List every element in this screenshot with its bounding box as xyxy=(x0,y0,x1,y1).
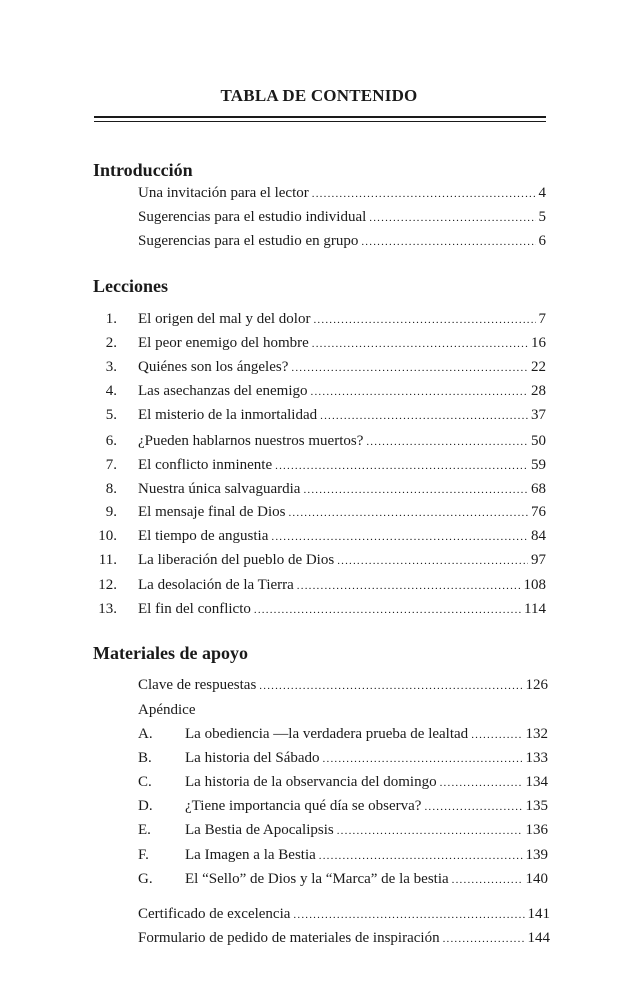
entry-page: 135 xyxy=(525,798,548,814)
entry-title: La Bestia de Apocalipsis xyxy=(185,822,334,838)
entry-number: 3. xyxy=(105,359,117,375)
entry-page: 37 xyxy=(531,407,546,423)
toc-entry[interactable] xyxy=(105,334,546,353)
toc-entry[interactable] xyxy=(105,358,546,377)
entry-title: Nuestra única salvaguardia xyxy=(138,481,301,497)
leader-dots xyxy=(471,726,522,744)
section-heading-support: Materiales de apoyo xyxy=(93,643,248,663)
section-heading-intro: Introducción xyxy=(93,160,193,180)
entry-page: 140 xyxy=(525,871,548,887)
appendix-letter: E. xyxy=(138,822,151,838)
entry-page: 126 xyxy=(525,677,548,693)
appendix-entry[interactable] xyxy=(138,821,548,840)
leader-dots xyxy=(337,552,528,570)
entry-page: 144 xyxy=(527,930,550,946)
page-title: TABLA DE CONTENIDO xyxy=(220,86,418,105)
entry-title: La historia del Sábado xyxy=(185,750,320,766)
entry-title: El fin del conflicto xyxy=(138,601,251,617)
entry-title: El mensaje final de Dios xyxy=(138,504,286,520)
leader-dots xyxy=(452,871,523,889)
entry-title: Quiénes son los ángeles? xyxy=(138,359,289,375)
appendix-entry[interactable] xyxy=(138,749,548,768)
leader-dots xyxy=(323,750,523,768)
entry-page: 84 xyxy=(531,528,546,544)
leader-dots xyxy=(319,847,523,865)
appendix-letter: A. xyxy=(138,726,153,742)
entry-page: 6 xyxy=(538,233,546,249)
entry-title: La Imagen a la Bestia xyxy=(185,847,316,863)
appendix-letter: C. xyxy=(138,774,152,790)
toc-entry[interactable] xyxy=(105,480,546,499)
toc-entry[interactable] xyxy=(105,432,546,451)
title-rule-thick xyxy=(94,116,546,118)
entry-number: 12. xyxy=(98,577,117,593)
entry-page: 22 xyxy=(531,359,546,375)
toc-entry[interactable] xyxy=(138,184,546,203)
leader-dots xyxy=(369,209,535,227)
entry-page: 68 xyxy=(531,481,546,497)
entry-title: Certificado de excelencia xyxy=(138,906,291,922)
entry-number: 6. xyxy=(105,433,117,449)
toc-entry[interactable] xyxy=(138,905,550,924)
entry-page: 133 xyxy=(525,750,548,766)
entry-page: 5 xyxy=(538,209,546,225)
entry-page: 4 xyxy=(538,185,546,201)
entry-number: 7. xyxy=(105,457,117,473)
leader-dots xyxy=(297,577,521,595)
appendix-entry[interactable] xyxy=(138,846,548,865)
appendix-entry[interactable] xyxy=(138,725,548,744)
toc-entry[interactable] xyxy=(138,208,546,227)
toc-entry[interactable] xyxy=(138,929,550,948)
entry-title: La historia de la observancia del domingo xyxy=(185,774,437,790)
entry-number: 10. xyxy=(98,528,117,544)
leader-dots xyxy=(259,677,522,695)
entry-title: Sugerencias para el estudio individual xyxy=(138,209,367,225)
appendix-entry[interactable] xyxy=(138,773,548,792)
entry-title: ¿Tiene importancia qué día se observa? xyxy=(185,798,422,814)
section-heading-lessons: Lecciones xyxy=(93,276,168,296)
leader-dots xyxy=(312,335,528,353)
leader-dots xyxy=(366,433,528,451)
entry-page: 108 xyxy=(523,577,546,593)
leader-dots xyxy=(424,798,522,816)
entry-page: 59 xyxy=(531,457,546,473)
entry-page: 97 xyxy=(531,552,546,568)
appendix-entry[interactable] xyxy=(138,870,548,889)
entry-title: ¿Pueden hablarnos nuestros muertos? xyxy=(138,433,364,449)
entry-page: 136 xyxy=(525,822,548,838)
entry-page: 28 xyxy=(531,383,546,399)
toc-entry[interactable] xyxy=(105,382,546,401)
toc-entry[interactable] xyxy=(98,600,546,619)
entry-title: La liberación del pueblo de Dios xyxy=(138,552,335,568)
toc-entry[interactable] xyxy=(105,503,546,522)
leader-dots xyxy=(288,504,528,522)
leader-dots xyxy=(312,185,536,203)
entry-number: 5. xyxy=(105,407,117,423)
leader-dots xyxy=(311,383,528,401)
entry-page: 132 xyxy=(525,726,548,742)
entry-number: 2. xyxy=(105,335,117,351)
appendix-letter: B. xyxy=(138,750,152,766)
entry-page: 50 xyxy=(531,433,546,449)
toc-entry[interactable] xyxy=(138,232,546,251)
entry-title: Clave de respuestas xyxy=(138,677,257,693)
entry-number: 11. xyxy=(98,552,117,568)
appendix-letter: D. xyxy=(138,798,153,814)
leader-dots xyxy=(443,930,525,948)
appendix-letter: G. xyxy=(138,871,153,887)
entry-number: 8. xyxy=(105,481,117,497)
entry-page: 114 xyxy=(524,601,546,617)
leader-dots xyxy=(293,906,524,924)
title-rule-thin xyxy=(94,121,546,122)
leader-dots xyxy=(337,822,523,840)
leader-dots xyxy=(361,233,535,251)
entry-title: Formulario de pedido de materiales de inspiración xyxy=(138,930,440,946)
entry-number: 1. xyxy=(105,311,117,327)
toc-entry[interactable] xyxy=(138,676,548,695)
toc-entry[interactable] xyxy=(98,551,546,570)
entry-page: 139 xyxy=(525,847,548,863)
leader-dots xyxy=(275,457,528,475)
entry-number: 9. xyxy=(105,504,117,520)
appendix-entry[interactable] xyxy=(138,797,548,816)
entry-title: La desolación de la Tierra xyxy=(138,577,294,593)
entry-title: El tiempo de angustia xyxy=(138,528,269,544)
entry-page: 141 xyxy=(527,906,550,922)
leader-dots xyxy=(271,528,528,546)
entry-title: La obediencia —la verdadera prueba de lealtad xyxy=(185,726,469,742)
entry-page: 134 xyxy=(525,774,548,790)
leader-dots xyxy=(313,311,535,329)
leader-dots xyxy=(320,407,528,425)
entry-number: 4. xyxy=(105,383,117,399)
leader-dots xyxy=(254,601,521,619)
entry-title: Una invitación para el lector xyxy=(138,185,309,201)
entry-page: 76 xyxy=(531,504,546,520)
entry-number: 13. xyxy=(98,601,117,617)
leader-dots xyxy=(291,359,528,377)
toc-entry[interactable] xyxy=(105,456,546,475)
entry-title: El “Sello” de Dios y la “Marca” de la bestia xyxy=(185,871,449,887)
toc-entry[interactable] xyxy=(98,576,546,595)
toc-entry[interactable] xyxy=(105,310,546,329)
entry-title: El origen del mal y del dolor xyxy=(138,311,311,327)
leader-dots xyxy=(303,481,528,499)
entry-page: 16 xyxy=(531,335,546,351)
appendix-letter: F. xyxy=(138,847,149,863)
toc-entry[interactable] xyxy=(98,527,546,546)
leader-dots xyxy=(440,774,523,792)
toc-entry[interactable] xyxy=(105,406,546,425)
appendix-label: Apéndice xyxy=(138,702,196,718)
entry-title: El conflicto inminente xyxy=(138,457,273,473)
entry-page: 7 xyxy=(538,311,546,327)
entry-title: Las asechanzas del enemigo xyxy=(138,383,308,399)
entry-title: Sugerencias para el estudio en grupo xyxy=(138,233,359,249)
entry-title: El peor enemigo del hombre xyxy=(138,335,309,351)
entry-title: El misterio de la inmortalidad xyxy=(138,407,318,423)
